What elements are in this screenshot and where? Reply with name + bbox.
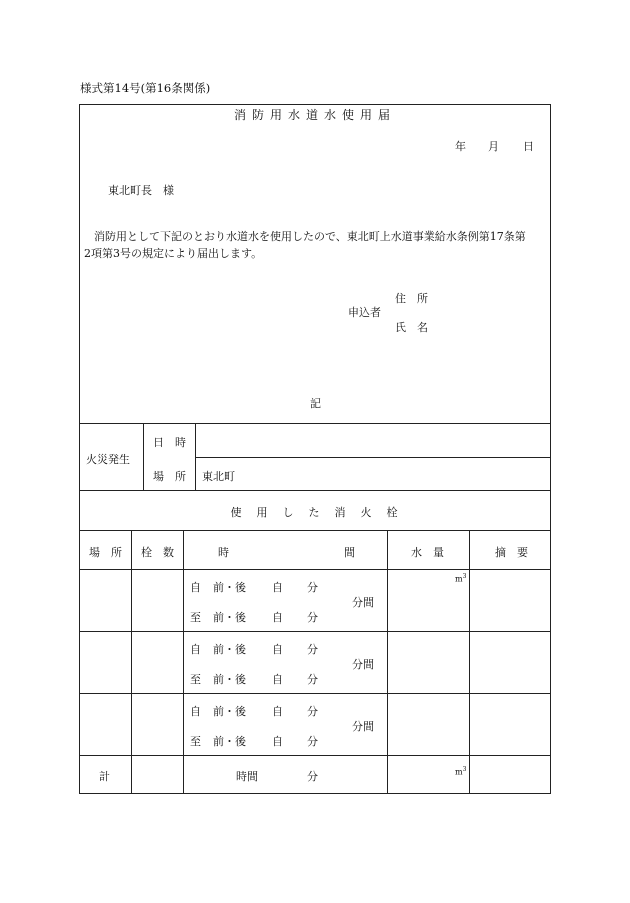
fire-place-label: 場 所 bbox=[153, 470, 186, 483]
col-water: 水 量 bbox=[411, 546, 444, 559]
row2-to-ampm: 前・後 bbox=[213, 673, 246, 686]
addressee: 東北町長 様 bbox=[108, 184, 174, 197]
hydrant-heading: 使 用 し た 消 火 栓 bbox=[230, 506, 400, 519]
divider-row2 bbox=[79, 631, 551, 632]
form-frame bbox=[79, 104, 551, 794]
row1-to-hour: 自 bbox=[272, 611, 283, 624]
vline-fire-2 bbox=[195, 423, 196, 490]
vline-fire-1 bbox=[143, 423, 144, 490]
fire-label: 火災発生 bbox=[86, 453, 130, 466]
row3-duration: 分間 bbox=[352, 720, 374, 733]
divider-fire bbox=[79, 423, 551, 424]
vline-col1 bbox=[131, 530, 132, 794]
total-minutes: 分 bbox=[307, 770, 318, 783]
fire-datetime-label: 日 時 bbox=[153, 436, 186, 449]
body-text-2: 2項第3号の規定により届出します。 bbox=[84, 247, 263, 260]
row3-to-label: 至 bbox=[190, 735, 201, 748]
row2-to-label: 至 bbox=[190, 673, 201, 686]
vline-col3 bbox=[387, 530, 388, 794]
row2-from-ampm: 前・後 bbox=[213, 643, 246, 656]
date-year: 年 bbox=[455, 140, 466, 153]
row2-from-hour: 自 bbox=[272, 643, 283, 656]
row1-unit: $m^3$ bbox=[455, 573, 467, 584]
row3-from-hour: 自 bbox=[272, 705, 283, 718]
applicant-name: 氏 名 bbox=[395, 321, 428, 334]
row3-to-hour: 自 bbox=[272, 735, 283, 748]
date-month: 月 bbox=[488, 140, 499, 153]
row2-duration: 分間 bbox=[352, 658, 374, 671]
row3-to-ampm: 前・後 bbox=[213, 735, 246, 748]
row3-from-ampm: 前・後 bbox=[213, 705, 246, 718]
form-title: 消防用水道水使用届 bbox=[233, 108, 396, 122]
applicant-label: 申込者 bbox=[348, 306, 381, 319]
applicant-address: 住 所 bbox=[395, 292, 428, 305]
row1-from-minute: 分 bbox=[307, 581, 318, 594]
col-time-left: 時 bbox=[218, 546, 229, 559]
date-day: 日 bbox=[523, 140, 534, 153]
row1-to-ampm: 前・後 bbox=[213, 611, 246, 624]
row1-from-hour: 自 bbox=[272, 581, 283, 594]
vline-col2 bbox=[183, 530, 184, 794]
divider-row1 bbox=[79, 569, 551, 570]
row1-from-label: 自 bbox=[190, 581, 201, 594]
divider-row3 bbox=[79, 693, 551, 694]
total-unit: $m^3$ bbox=[455, 766, 467, 777]
divider-columns bbox=[79, 530, 551, 531]
row2-from-minute: 分 bbox=[307, 643, 318, 656]
row1-duration: 分間 bbox=[352, 596, 374, 609]
body-text-1: 消防用として下記のとおり水道水を使用したので、東北町上水道事業給水条例第17条第 bbox=[94, 230, 526, 243]
vline-col4 bbox=[469, 530, 470, 794]
row2-to-hour: 自 bbox=[272, 673, 283, 686]
row1-from-ampm: 前・後 bbox=[213, 581, 246, 594]
form-number: 様式第14号(第16条関係) bbox=[80, 81, 211, 95]
divider-total bbox=[79, 755, 551, 756]
row3-to-minute: 分 bbox=[307, 735, 318, 748]
fire-place-value: 東北町 bbox=[202, 470, 235, 483]
total-hours: 時間 bbox=[236, 770, 258, 783]
total-label: 計 bbox=[99, 770, 110, 783]
col-time-right: 間 bbox=[344, 546, 355, 559]
row2-from-label: 自 bbox=[190, 643, 201, 656]
col-count: 栓 数 bbox=[141, 546, 174, 559]
divider-hydrant bbox=[79, 490, 551, 491]
row1-to-minute: 分 bbox=[307, 611, 318, 624]
row3-from-minute: 分 bbox=[307, 705, 318, 718]
row1-to-label: 至 bbox=[190, 611, 201, 624]
ki-mark: 記 bbox=[310, 397, 321, 410]
col-remarks: 摘 要 bbox=[495, 546, 528, 559]
row3-from-label: 自 bbox=[190, 705, 201, 718]
col-place: 場 所 bbox=[89, 546, 122, 559]
row2-to-minute: 分 bbox=[307, 673, 318, 686]
divider-fire-mid bbox=[195, 457, 551, 458]
